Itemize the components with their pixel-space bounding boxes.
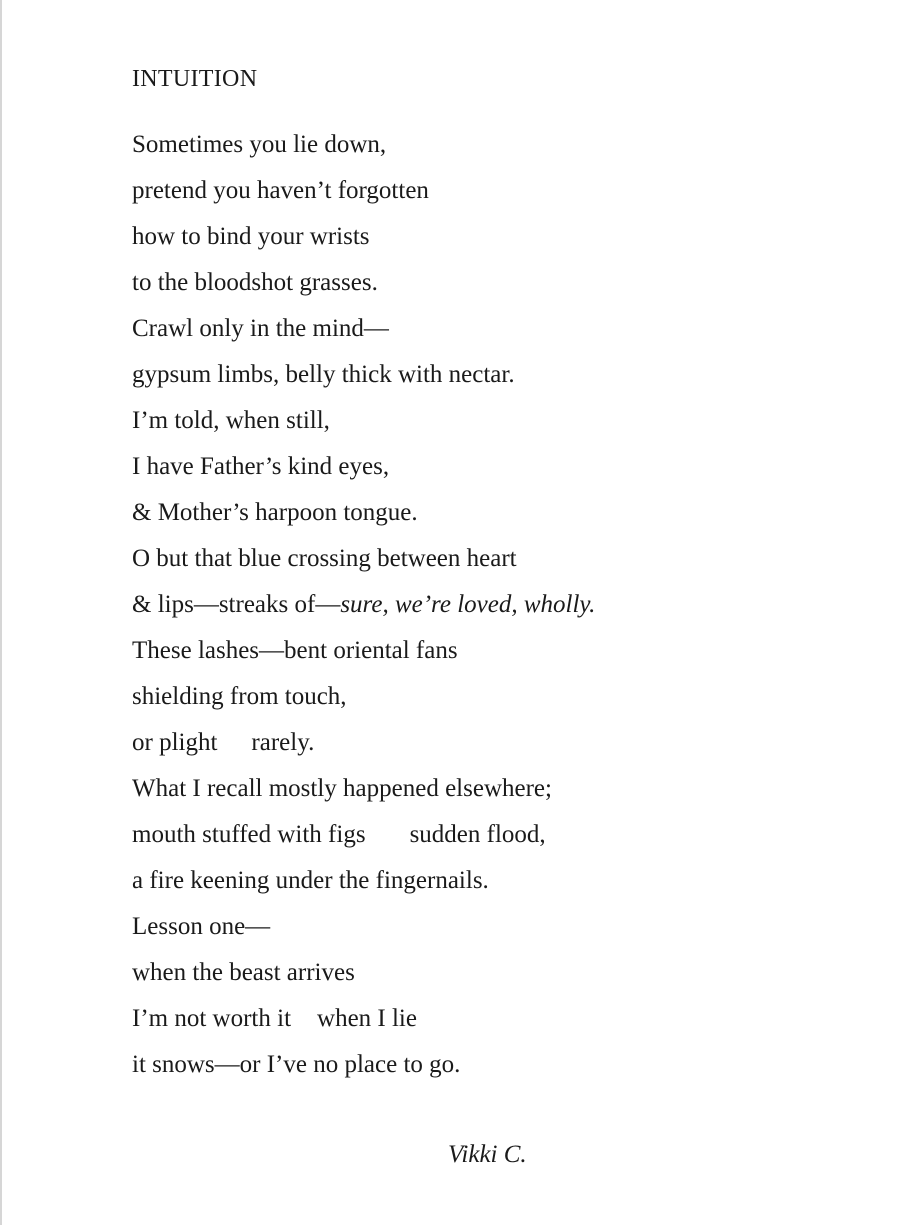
poem-line — [132, 766, 832, 812]
poem-line — [132, 214, 832, 260]
poem-line — [132, 444, 832, 490]
line-text: I’m not worth it — [132, 1005, 292, 1032]
line-text: What I recall mostly happened elsewhere; — [132, 775, 552, 802]
line-text: O but that blue crossing between heart — [132, 545, 517, 572]
poem-line — [132, 260, 832, 306]
line-text: to the bloodshot grasses. — [132, 269, 378, 296]
poem-line — [132, 1042, 832, 1088]
line-text: rarely. — [251, 729, 315, 756]
poem-line — [132, 628, 832, 674]
line-text: a fire keening under the fingernails. — [132, 867, 489, 894]
line-text: when I lie — [317, 1005, 417, 1032]
poem-line — [132, 168, 832, 214]
line-text: I have Father’s kind eyes, — [132, 453, 390, 480]
poem-line — [132, 858, 832, 904]
line-italic-text: sure, we’re loved, wholly. — [340, 591, 596, 618]
line-text: when the beast arrives — [132, 959, 355, 986]
line-text: gypsum limbs, belly thick with nectar. — [132, 361, 515, 388]
line-text: Crawl only in the mind— — [132, 315, 389, 342]
line-text: pretend you haven’t forgotten — [132, 177, 429, 204]
line-text: it snows—or I’ve no place to go. — [132, 1051, 461, 1078]
poem-line — [132, 904, 832, 950]
poem-line — [132, 398, 832, 444]
poem-line — [132, 122, 832, 168]
poem-line — [132, 352, 832, 398]
poem-line — [132, 536, 832, 582]
line-text: & Mother’s harpoon tongue. — [132, 499, 418, 526]
poem-line — [132, 582, 832, 628]
poem — [132, 62, 832, 1088]
line-text: shielding from touch, — [132, 683, 347, 710]
poem-line — [132, 720, 832, 766]
poem-line — [132, 996, 832, 1042]
poem-line — [132, 490, 832, 536]
line-text: sudden flood, — [409, 821, 546, 848]
poem-author: Vikki C. — [448, 1141, 527, 1168]
line-text: Lesson one— — [132, 913, 271, 940]
poem-line — [132, 812, 832, 858]
line-text: & lips—streaks of— — [132, 591, 341, 618]
poem-title: INTUITION — [132, 66, 258, 92]
poem-line — [132, 950, 832, 996]
page-edge — [0, 0, 2, 1225]
line-text: I’m told, when still, — [132, 407, 330, 434]
poem-lines — [132, 122, 832, 1088]
line-text: or plight — [132, 729, 218, 756]
line-text: how to bind your wrists — [132, 223, 370, 250]
line-text: Sometimes you lie down, — [132, 131, 387, 158]
poem-line — [132, 306, 832, 352]
poem-line — [132, 674, 832, 720]
line-text: These lashes—bent oriental fans — [132, 637, 458, 664]
line-text: mouth stuffed with figs — [132, 821, 366, 848]
